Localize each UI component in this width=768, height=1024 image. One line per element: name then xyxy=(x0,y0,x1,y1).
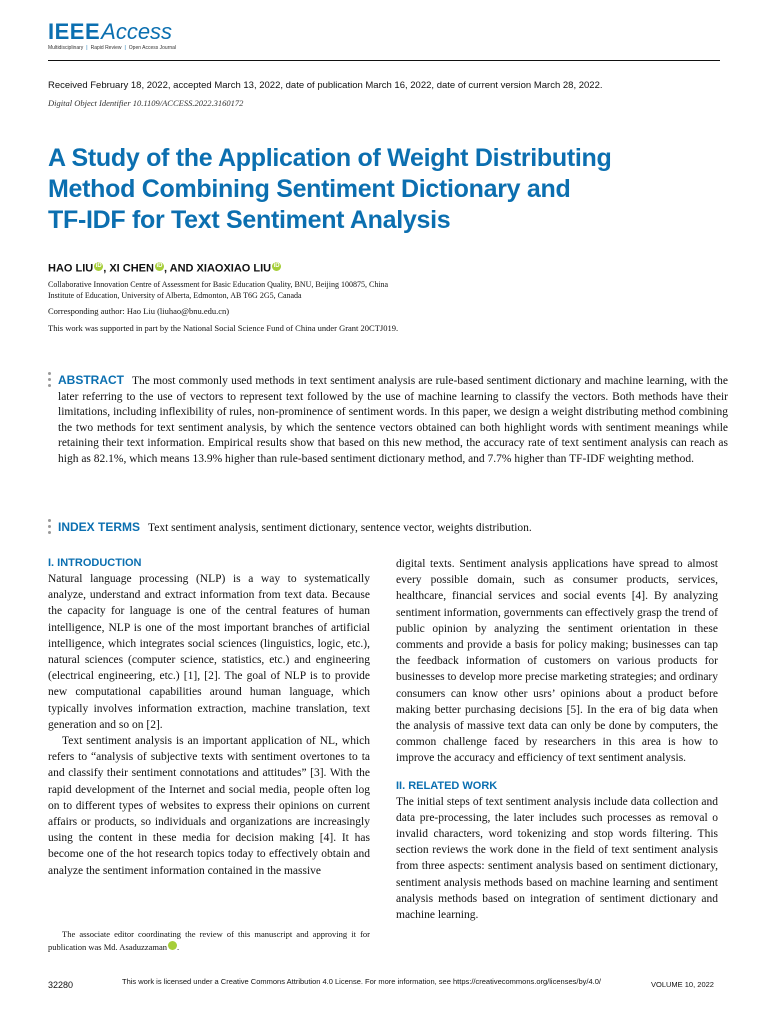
tagline-item: Open Access Journal xyxy=(128,45,177,51)
funding-note: This work was supported in part by the National Social Science Fund of China under Grant 20CTJ019. xyxy=(48,323,399,333)
index-terms-heading: INDEX TERMS xyxy=(58,520,141,534)
title-line: A Study of the Application of Weight Distributing xyxy=(48,144,612,172)
tagline-item: Rapid Review xyxy=(90,45,122,51)
corresponding-author: Corresponding author: Hao Liu (liuhao@bnu.edu.cn) xyxy=(48,306,230,316)
orcid-icon[interactable]: iD xyxy=(273,263,280,269)
header-divider xyxy=(48,60,720,61)
journal-tagline: Multidisciplinary | Rapid Review | Open Access Journal xyxy=(48,45,177,51)
doi-line[interactable]: Digital Object Identifier 10.1109/ACCESS.2022.3160172 xyxy=(48,98,244,108)
received-dates: Received February 18, 2022, accepted March 13, 2022, date of publication March 16, 2022, date of current version March 28, 2022. xyxy=(48,80,603,91)
journal-logo xyxy=(48,20,172,44)
title-line: TF-IDF for Text Sentiment Analysis xyxy=(48,206,451,234)
author-list xyxy=(48,262,281,275)
right-column xyxy=(396,556,718,923)
abstract xyxy=(58,373,728,467)
section-heading: I. INTRODUCTION xyxy=(48,557,142,569)
affiliations xyxy=(48,279,388,301)
tagline-item: Multidisciplinary xyxy=(48,45,84,51)
section-heading: II. RELATED WORK xyxy=(396,779,498,792)
orcid-icon[interactable]: iD xyxy=(168,941,177,950)
license-note[interactable]: This work is licensed under a Creative Commons Attribution 4.0 License. For more information, see https://creativecommons.org/licenses/by/4.0/ xyxy=(122,977,601,986)
abstract-text: The most commonly used methods in text sentiment analysis are rule-based sentiment dictionary and machine learning, with the later referring to the use of vectors to represent text followed by the use of machine learning to classify the vectors. Both methods have their limitations, including inflexibility of rules, non-prominence of sentiment words. In this paper, we design a weight distributing method combining the two methods for text sentiment analysis, by which the sentence vectors obtained can both highlight words with sentiment meanings while retaining their text information. Empirical results show that based on this new method, the accuracy rate of text sentiment analysis can reach as high as 82.1%, which means 13.9% higher than rule-based sentiment dictionary method, and 7.7% higher than TF-IDF weighting method. xyxy=(58,375,728,465)
abstract-heading: ABSTRACT xyxy=(58,373,124,387)
left-column xyxy=(48,556,370,879)
abstract-marker-icon xyxy=(48,372,51,390)
footnote-text: The associate editor coordinating the review of this manuscript and approving it for publication was Md. Asaduzzaman xyxy=(48,929,370,952)
page-number: 32280 xyxy=(48,980,74,990)
affiliation: Institute of Education, University of Alberta, Edmonton, AB T6G 2G5, Canada xyxy=(48,291,302,300)
paragraph: digital texts. Sentiment analysis applications have spread to almost every possible domain, such as consumer products, services, healthcare, financial services and social events [4]. By analyzing sentiment information, governments can effectively grasp the trend of public opinion by analyzing the sentiment orientation in these comments and provide a basis for policy making; businesses can tap the feedback information of customers on various products for businesses to develop more precise marketing strategies; and ordinary consumers can know other usrs’ opinions about a product before making better purchasing decisions [5]. In the era of big data when the analysis of massive text data can only be done by computers, the common challenge faced by researchers in this area is how to improve the accuracy and efficiency of text sentiment analysis. xyxy=(396,558,718,765)
author-name: , AND XIAOXIAO LIU xyxy=(163,262,272,275)
paper-title xyxy=(48,143,688,236)
index-terms-marker-icon xyxy=(48,519,51,537)
author-name: , XI CHEN xyxy=(103,262,154,275)
title-line: Method Combining Sentiment Dictionary and xyxy=(48,175,571,203)
paragraph: The initial steps of text sentiment analysis include data collection and data pre-processing, the later includes such processes as removal o invalid characters, word tokenizing and stop words filtering. This section reviews the work done in the field of text sentiment analysis from three aspects: sentiment analysis based on sentiment dictionary, sentiment analysis methods based on machine learning and sentiment analysis methods based on integration of sentiment dictionary and machine learning. xyxy=(396,795,718,922)
index-terms-text: Text sentiment analysis, sentiment dictionary, sentence vector, weights distribution. xyxy=(148,522,532,534)
editor-footnote: The associate editor coordinating the review of this manuscript and approving it for publication was Md. Asaduzzaman iD. xyxy=(48,929,370,952)
logo-ieee: IEEE xyxy=(48,19,101,44)
author-name: HAO LIU xyxy=(48,262,94,275)
orcid-icon[interactable]: iD xyxy=(95,263,102,269)
index-terms xyxy=(58,520,728,536)
paragraph: Text sentiment analysis is an important application of NL, which refers to “analysis of subjective texts with sentiment overtones to ta and classify their sentiment connotations and attitudes” [3]. With the rapid development of the Internet and social media, people often log on to different types of websites to express their opinions on current affairs or products, so individuals and organizations are increasingly using the content in these media for decision making [4]. It has become one of the hot research topics today to effectively obtain and analyze the sentiment information contained in the massive xyxy=(48,735,370,877)
paragraph: Natural language processing (NLP) is a way to systematically analyze, understand and extract information from text data. Because the capacity for language is one of the central features of human intelligence, NLP is one of the most important branches of artificial intelligence, which integrates social sciences (linguistics, logic, etc.), natural sciences (computer science, statistics, etc.) and engineering (electrical engineering, etc.) [1], [2]. The goal of NLP is to provide new computational capabilities around human language, which typically involves information extraction, machine translation, text generation and so on [2]. xyxy=(48,573,370,731)
affiliation: Collaborative Innovation Centre of Assessment for Basic Education Quality, BNU, Beijing 100875, China xyxy=(48,280,389,289)
orcid-icon[interactable]: iD xyxy=(156,263,163,269)
volume-label: VOLUME 10, 2022 xyxy=(651,980,714,989)
logo-access: Access xyxy=(101,19,173,44)
